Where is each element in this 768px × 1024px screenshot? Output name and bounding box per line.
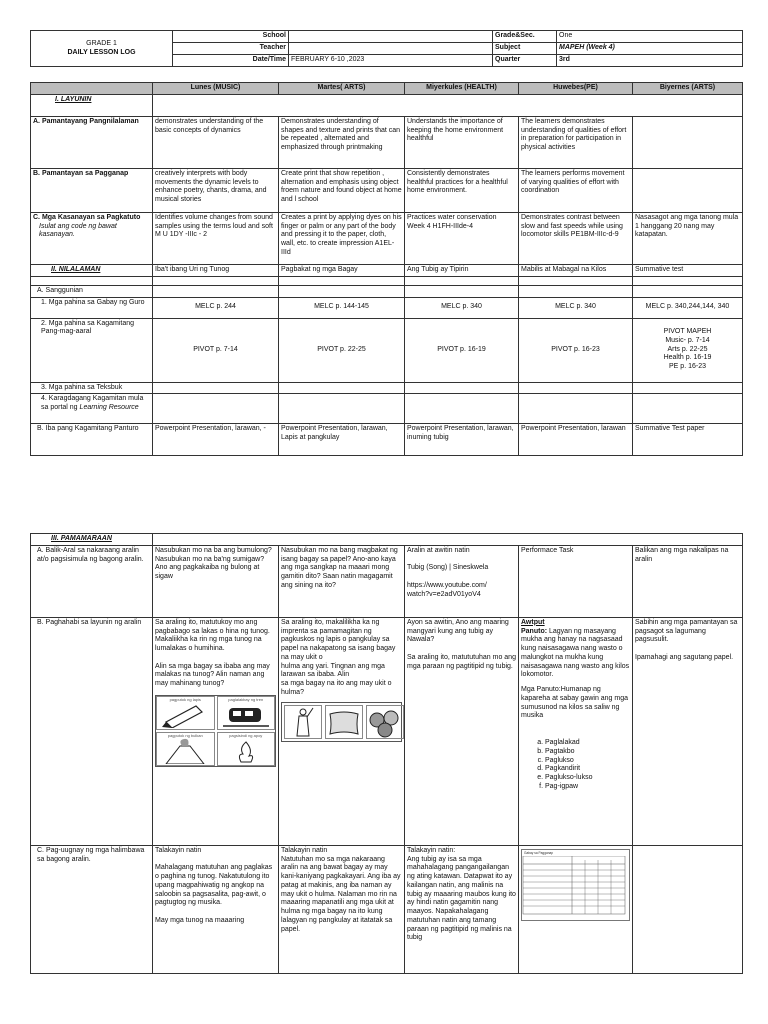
layunin-section-title: I. LAYUNIN: [31, 94, 153, 116]
teacher-label: Teacher: [173, 43, 289, 55]
pamamaraan-section-title: III. PAMAMARAAN: [31, 534, 153, 546]
layunin-b-thu: The learners performs movement of varying qualities of effort with coordination: [519, 168, 633, 212]
rubric-title: Gabay sa Pagganap: [524, 850, 554, 855]
layunin-b-wed: Consistently demonstrates healthful practices for a healthful home environment.: [405, 168, 519, 212]
teksbuk-label: 3. Mga pahina sa Teksbuk: [31, 382, 153, 394]
paghahabi-tue: Sa araling ito, makalilikha ka ng imprenta sa pamamagitan ng pagkuskos ng lapis o pangkulay sa papel na nakapatong sa isang bagay na may ukit o hulma ang yari. Tingnan ang mga larawan sa ibaba. Alin sa mga bagay na ito ang may ukit o hulma?: [281, 618, 396, 696]
pag-uugnay-thu-cell: [519, 845, 633, 973]
kasanayan-sublabel: Isulat ang code ng bawat kasanayan.: [39, 222, 117, 239]
corner-cell: [31, 83, 153, 95]
pag-uugnay-fri: [633, 845, 743, 973]
nilalaman-tue: Pagbakat ng mga Bagay: [279, 264, 405, 276]
paghahabi-fri: Sabihin ang mga pamantayan sa pagsagot sa lagumang pagsusulit. Ipamahagi ang sagutang papel.: [633, 617, 743, 845]
layunin-c-mon: Identifies volume changes from sound samples using the terms loud and soft M U 1DY -IIIc - 2: [153, 212, 279, 264]
texture-pictures: [281, 702, 402, 742]
kagamitang-pang-mag-aaral-label: 2. Mga pahina sa Kagamitang Pang-mag-aaral: [31, 318, 153, 382]
pag-uugnay-wed: Talakayin natin: Ang tubig ay isa sa mga mahahalagang pangangailangan ng ating katawan. Datapwat ito ay kailangan natin, ang malinis na tubig ay maaaring maubos kung ito ay hindi natin gagamitin nang maayos. Napakahalagang matutuhan natin ang tamang paraan ng pagtitipid ng malinis na tubig: [405, 845, 519, 973]
layunin-b-mon: creatively interprets with body movements the dynamic levels to enhance poetry, chants, drama, and musical stories: [153, 168, 279, 212]
pamantayan-pagganap-label: B. Pamantayan sa Pagganap: [31, 168, 153, 212]
layunin-blank: [153, 94, 743, 116]
layunin-c-fri: Nasasagot ang mga tanong mula 1 hanggang 20 nang may katapatan.: [633, 212, 743, 264]
layunin-c-thu: Demonstrates contrast between slow and fast speeds while using locomotor skills PE1BM-IIIc-d-9: [519, 212, 633, 264]
paghahabi-wed: Ayon sa awitin, Ano ang maaring mangyari kung ang tubig ay Nawala? Sa araling ito, matututuhan mo ang mga paraan ng pagtitipid ng tubig.: [405, 617, 519, 845]
balik-aral-label: A. Balik-Aral sa nakaraang aralin at/o pagsisimula ng bagong aralin.: [31, 545, 153, 617]
gabay-wed: MELC p. 340: [405, 297, 519, 318]
gabay-fri: MELC p. 340,244,144, 340: [633, 297, 743, 318]
header-table: [30, 30, 743, 67]
layunin-a-wed: Understands the importance of keeping the home environment healthful: [405, 116, 519, 168]
layunin-a-fri: [633, 116, 743, 168]
quarter-value[interactable]: 3rd: [557, 55, 743, 67]
awtput-label: Awtput: [521, 618, 545, 626]
kagamitan-thu: PIVOT p. 16-23: [519, 318, 633, 382]
pamamaraan-table: [30, 533, 743, 974]
balik-aral-thu: Performace Task: [519, 545, 633, 617]
gabay-ng-guro-label: 1. Mga pahina sa Gabay ng Guro: [31, 297, 153, 318]
balik-aral-fri: Balikan ang mga nakalipas na aralin: [633, 545, 743, 617]
iba-fri: Summative Test paper: [633, 424, 743, 456]
nilalaman-wed: Ang Tubig ay Tipirin: [405, 264, 519, 276]
iba-tue: Powerpoint Presentation, larawan, Lapis at pangkulay: [279, 424, 405, 456]
day-header-mon: Lunes (MUSIC): [153, 83, 279, 95]
gradesec-label: Grade&Sec.: [493, 31, 557, 43]
iba-mon: Powerpoint Presentation, larawan, -: [153, 424, 279, 456]
nilalaman-thu: Mabilis at Mabagal na Kilos: [519, 264, 633, 276]
fire-picture: pagsisindi ng apoy: [217, 732, 276, 766]
sound-pictures-grid: [155, 695, 276, 767]
blank-row-cell: [31, 276, 153, 285]
pag-uugnay-tue: Talakayin natin Natutuhan mo sa mga nakaraang aralin na ang bawat bagay ay may kani-kaniyang pagkakayari. Ang iba ay patag at makinis, ang iba naman ay may ukit o hulma. Nalaman mo rin na maaaring mapanatili ang mga ukit at hulma ng mga bagay na ito kung lalagyan ng pangkulay at itatatak sa papel.: [279, 845, 405, 973]
school-value[interactable]: [289, 31, 493, 43]
mga-panuto-text: Mga Panuto:Humanap ng kapareha at sabay gawin ang mga sumusunod na kilos sa saliw ng musika: [521, 686, 629, 720]
coins-picture: [366, 705, 404, 739]
layunin-b-fri: [633, 168, 743, 212]
nilalaman-mon: Iba't ibang Uri ng Tunog: [153, 264, 279, 276]
list-item: a. Paglalakad: [545, 739, 630, 748]
sanggunian-label: A. Sanggunian: [31, 285, 153, 297]
list-item: b. Pagtakbo: [545, 748, 630, 757]
list-item: e. Paglukso-lukso: [545, 774, 630, 783]
pag-uugnay-mon: Talakayin natin Mahalagang matutuhan ang paglakas o paghina ng tunog. Nakatutulong ito upang magpahiwatig ng angkop na saloobin sa pagsasalita, pag-awit, o pagtugtog ng musika. May mga tunog na maaaring: [153, 845, 279, 973]
kilos-list: [521, 739, 630, 792]
layunin-a-mon: demonstrates understanding of the basic concepts of dynamics: [153, 116, 279, 168]
list-item: c. Paglukso: [545, 757, 630, 766]
kasanayan-label: C. Mga Kasanayan sa Pagkatuto: [33, 213, 141, 221]
day-header-wed: Miyerkules (HEALTH): [405, 83, 519, 95]
lesson-log-table: [30, 82, 743, 456]
balik-aral-wed: Aralin at awitin natin Tubig (Song) | Sineskwela https://www.youtube.com/ watch?v=e2adV01yoV4: [405, 545, 519, 617]
paghahabi-thu-cell: [519, 617, 633, 845]
grade-label: GRADE 1: [86, 39, 117, 47]
day-header-thu: Huwebes(PE): [519, 83, 633, 95]
subject-label: Subject: [493, 43, 557, 55]
kagamitan-fri: PIVOT MAPEH Music- p. 7-14 Arts p. 22-25 Health p. 16-19 PE p. 16-23: [633, 318, 743, 382]
rubric-mini-table: [521, 849, 630, 921]
train-picture: paglalakbay ng tren: [217, 696, 276, 730]
layunin-c-wed: Practices water conservation Week 4 H1FH-IIIde-4: [405, 212, 519, 264]
kagamitan-tue: PIVOT p. 22-25: [279, 318, 405, 382]
header-grade-cell: [31, 31, 173, 67]
nilalaman-fri: Summative test: [633, 264, 743, 276]
paghahabi-mon-cell: [153, 617, 279, 845]
balik-aral-mon: Nasubukan mo na ba ang bumulong? Nasubukan mo na ba'ng sumigaw? Ano ang pagkakaiba ng bulong at sigaw: [153, 545, 279, 617]
kagamitan-mon: PIVOT p. 7-14: [153, 318, 279, 382]
pillow-picture: [325, 705, 363, 739]
list-item: f. Pag-igpaw: [545, 783, 630, 792]
layunin-a-tue: Demonstrates understanding of shapes and texture and prints that can be repeated , alternated and emphasized through printmaking: [279, 116, 405, 168]
school-label: School: [173, 31, 289, 43]
subject-value[interactable]: MAPEH (Week 4): [557, 43, 743, 55]
karagdagang-kagamitan-label: 4. Karagdagang Kagamitan mula sa portal ng Learning Resource: [31, 394, 153, 424]
volcano-picture: pagputok ng bulkan: [156, 732, 215, 766]
pamamaraan-blank: [153, 534, 743, 546]
paghahabi-label: B. Paghahabi sa layunin ng aralin: [31, 617, 153, 845]
kagamitan-wed: PIVOT p. 16-19: [405, 318, 519, 382]
iba-pang-kagamitan-label: B. Iba pang Kagamitang Panturo: [31, 424, 153, 456]
paghahabi-mon: Sa araling ito, matutukoy mo ang pagbabago sa lakas o hina ng tunog. Makaliikha ka rin ng mga tunog na lumalakas o humihina. Alin sa mga bagay sa ibaba ang may malakas na tunog? Alin naman ang may mahinang tunog?: [155, 618, 270, 687]
kasanayan-label-cell: [31, 212, 153, 264]
nilalaman-section-title: II. NILALAMAN: [31, 264, 153, 276]
layunin-c-tue: Creates a print by applying dyes on his finger or palm or any part of the body and pressing it to the paper, cloth, wall, etc. to create impression A1EL-IIId: [279, 212, 405, 264]
gradesec-value[interactable]: One: [557, 31, 743, 43]
datetime-value[interactable]: FEBRUARY 6-10 ,2023: [289, 55, 493, 67]
layunin-a-thu: The learners demonstrates understanding of qualities of effort in preparation for participation in physical activities: [519, 116, 633, 168]
list-item: d. Pagkandirit: [545, 765, 630, 774]
iba-thu: Powerpoint Presentation, larawan: [519, 424, 633, 456]
statue-picture: [284, 705, 322, 739]
balik-aral-tue: Nasubukan mo na bang magbakat ng isang bagay sa papel? Ano-ano kaya ang mga sangkap na maaari mong gamitin dito? Saan natin magagamit ang sining na ito?: [279, 545, 405, 617]
day-header-fri: Biyernes (ARTS): [633, 83, 743, 95]
datetime-label: Date/Time: [173, 55, 289, 67]
iba-wed: Powerpoint Presentation, larawan, inuming tubig: [405, 424, 519, 456]
layunin-b-tue: Create print that show repetition , alternation and emphasis using object froem nature and found object at home and l school: [279, 168, 405, 212]
gabay-mon: MELC p. 244: [153, 297, 279, 318]
pencil-picture: pagputok ng lapis: [156, 696, 215, 730]
teacher-value[interactable]: [289, 43, 493, 55]
panuto-text: Panuto: Lagyan ng masayang mukha ang hanay na nagsasaad kung naisasagawa nang wasto o malungkot na mukha kung naisasagawa nang wasto ang kilos lokomotor.: [521, 627, 630, 679]
gabay-thu: MELC p. 340: [519, 297, 633, 318]
pag-uugnay-label: C. Pag-uugnay ng mga halimbawa sa bagong aralin.: [31, 845, 153, 973]
daily-lesson-log-title: DAILY LESSON LOG: [67, 48, 136, 56]
pamantayang-pangnilalaman-label: A. Pamantayang Pangnilalaman: [31, 116, 153, 168]
quarter-label: Quarter: [493, 55, 557, 67]
paghahabi-tue-cell: [279, 617, 405, 845]
gabay-tue: MELC p. 144-145: [279, 297, 405, 318]
day-header-tue: Martes( ARTS): [279, 83, 405, 95]
